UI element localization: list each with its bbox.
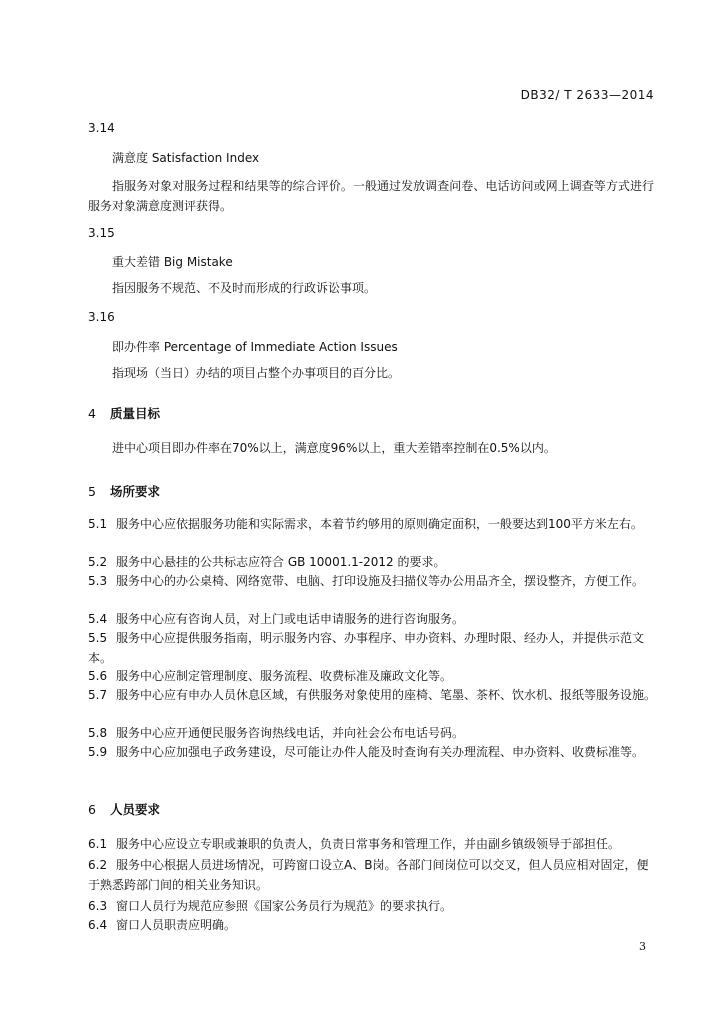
term-title: 重大差错 Big Mistake [112, 255, 233, 269]
clause [88, 609, 658, 629]
clause-number: 6.1 [88, 837, 108, 851]
clause-number: 6.4 [88, 918, 108, 932]
clause [88, 571, 658, 591]
term-number: 3.15 [88, 226, 115, 240]
clause [88, 723, 658, 743]
section-heading [88, 800, 160, 818]
section-paragraph: 进中心项目即办件率在70%以上，满意度96%以上，重大差错率控制在0.5%以内。 [112, 441, 556, 455]
section-number: 5 [88, 484, 96, 499]
clause-number: 6.2 [88, 858, 108, 872]
clause-text: 服务中心应有咨询人员，对上门或电话申请服务的进行咨询服务。 [116, 612, 465, 626]
page-number: 3 [639, 940, 646, 953]
term-title: 即办件率 Percentage of Immediate Action Issues [112, 340, 398, 354]
section-number: 4 [88, 406, 96, 421]
clause-number: 5.5 [88, 631, 108, 645]
clause-text: 服务中心应依据服务功能和实际需求，本着节约够用的原则确定面积，一般要达到100平方米左右。 [116, 517, 643, 531]
clause-text: 服务中心应制定管理制度、服务流程、收费标准及廉政文化等。 [116, 669, 453, 683]
clause-number: 5.4 [88, 612, 108, 626]
document-code-header: DB32/ T 2633—2014 [520, 88, 654, 102]
section-title: 质量目标 [110, 406, 161, 421]
clause-text: 服务中心应开通便民服务咨询热线电话，并向社会公布电话号码。 [116, 726, 465, 740]
term-definition: 指现场（当日）办结的项目占整个办事项目的百分比。 [112, 366, 401, 380]
clause-text: 服务中心的办公桌椅、网络宽带、电脑、打印设施及扫描仪等办公用品齐全，摆设整齐，方便工作。 [116, 574, 645, 588]
clause [88, 834, 658, 854]
clause-number: 6.3 [88, 899, 108, 913]
clause-text: 服务中心应加强电子政务建设，尽可能让办件人能及时查询有关办理流程、申办资料、收费标准等。 [116, 745, 645, 759]
clause-text: 服务中心根据人员进场情况，可跨窗口设立A、B岗。各部门间岗位可以交叉，但人员应相对固定，便于熟悉跨部门间的相关业务知识。 [88, 858, 649, 892]
clause-number: 5.2 [88, 555, 108, 569]
clause-number: 5.8 [88, 726, 108, 740]
clause [88, 915, 658, 935]
clause-text: 窗口人员行为规范应参照《国家公务员行为规范》的要求执行。 [116, 899, 453, 913]
clause [88, 685, 658, 705]
clause-number: 5.6 [88, 669, 108, 683]
clause [88, 552, 658, 572]
clause [88, 628, 658, 668]
clause-text: 服务中心应提供服务指南，明示服务内容、办事程序、申办资料、办理时限、经办人，并提供示范文本。 [88, 631, 645, 665]
section-heading [88, 482, 160, 500]
clause [88, 742, 658, 762]
section-title: 人员要求 [110, 802, 161, 817]
term-number: 3.16 [88, 310, 115, 324]
clause [88, 514, 658, 534]
clause-text: 服务中心应设立专职或兼职的负责人，负责日常事务和管理工作，并由副乡镇级领导于部担任。 [116, 837, 621, 851]
section-heading [88, 404, 160, 422]
term-number: 3.14 [88, 121, 115, 135]
clause-text: 窗口人员职责应明确。 [116, 918, 237, 932]
clause-text: 服务中心悬挂的公共标志应符合 GB 10001.1-2012 的要求。 [116, 555, 446, 569]
term-title: 满意度 Satisfaction Index [112, 151, 260, 165]
clause-number: 5.3 [88, 574, 108, 588]
clause [88, 666, 658, 686]
clause [88, 855, 658, 895]
clause [88, 896, 658, 916]
clause-number: 5.7 [88, 688, 108, 702]
section-title: 场所要求 [110, 484, 161, 499]
term-definition: 指因服务不规范、不及时而形成的行政诉讼事项。 [112, 281, 377, 295]
clause-text: 服务中心应有申办人员休息区域，有供服务对象使用的座椅、笔墨、茶杯、饮水机、报纸等服务设施。 [116, 688, 657, 702]
section-number: 6 [88, 802, 96, 817]
clause-number: 5.9 [88, 745, 108, 759]
clause-number: 5.1 [88, 517, 108, 531]
term-definition: 指服务对象对服务过程和结果等的综合评价。一般通过发放调查问卷、电话访问或网上调查等方式进行服务对象满意度测评获得。 [88, 179, 654, 213]
